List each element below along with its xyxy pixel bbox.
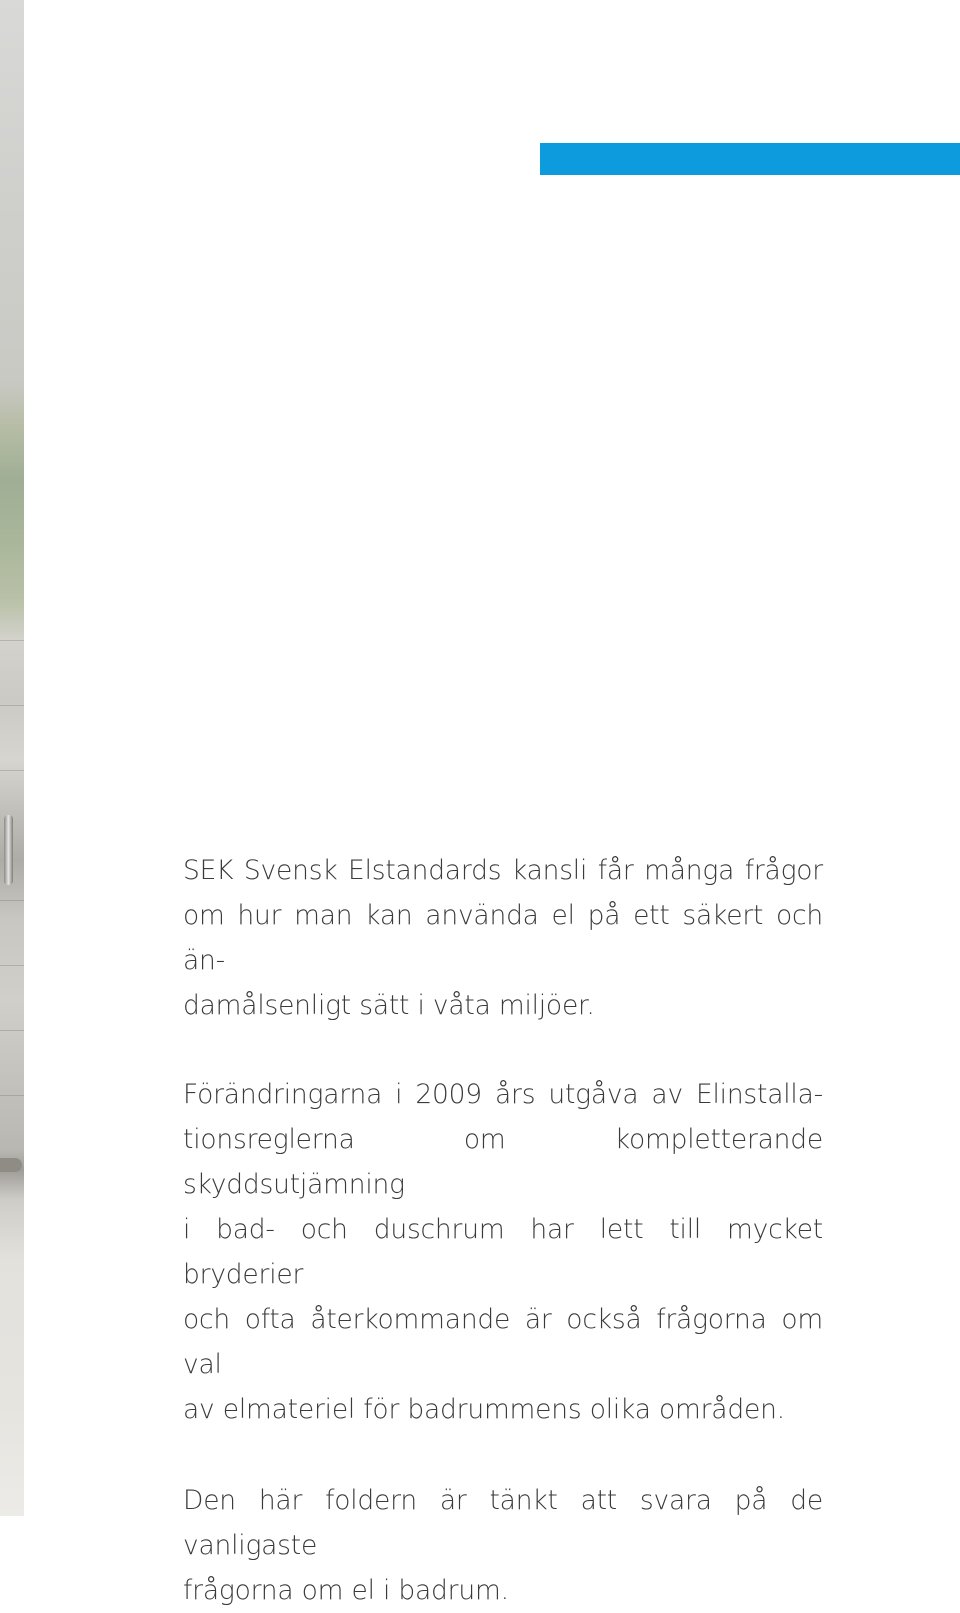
text-line: av elmateriel för badrummens olika områden. (183, 1394, 785, 1425)
text-line: Förändringarna i 2009 års utgåva av Elinstalla- (183, 1079, 823, 1110)
tile-joint (0, 900, 24, 901)
text-line: frågorna om el i badrum. (183, 1575, 509, 1606)
floor-drain (0, 1158, 22, 1172)
text-line: och ofta återkommande är också frågorna om val (183, 1304, 823, 1380)
shower-door-handle (4, 815, 13, 885)
paragraph-intro (183, 848, 823, 1028)
paragraph-changes (183, 1072, 823, 1432)
text-line: damålsenligt sätt i våta miljöer. (183, 990, 595, 1021)
text-line: tionsreglerna om kompletterande skyddsutjämning (183, 1124, 823, 1200)
text-line: SEK Svensk Elstandards kansli får många frågor (183, 855, 823, 886)
tile-joint (0, 705, 24, 706)
text-line: om hur man kan använda el på ett säkert och än- (183, 900, 823, 976)
tile-joint (0, 1095, 24, 1096)
text-line: Den här foldern är tänkt att svara på de vanligaste (183, 1485, 823, 1561)
text-line: i bad- och duschrum har lett till mycket bryderier (183, 1214, 823, 1290)
paragraph-purpose (183, 1478, 823, 1613)
bathroom-photo-edge (0, 0, 24, 1516)
tile-joint (0, 1030, 24, 1031)
tile-joint (0, 770, 24, 771)
tile-joint (0, 965, 24, 966)
intro-text (183, 848, 823, 1613)
accent-bar (540, 143, 960, 175)
tile-joint (0, 640, 24, 641)
